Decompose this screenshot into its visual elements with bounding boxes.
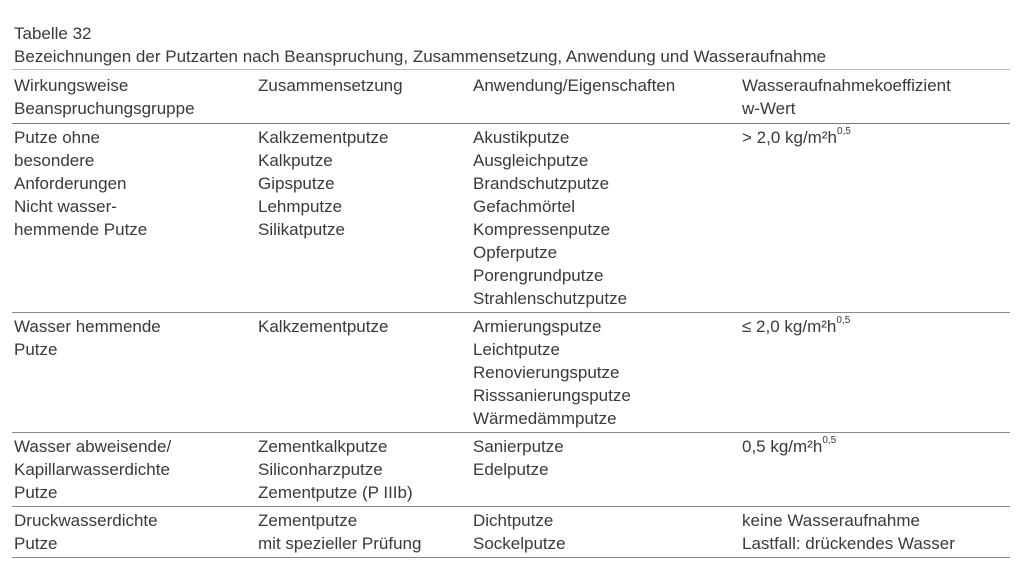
table-row [12, 507, 1010, 558]
cell-composition-line: Kalkzementputze [258, 128, 389, 147]
cell-composition-line: Zementputze [258, 511, 358, 530]
cell-composition-line: Lehmputze [258, 197, 343, 216]
w-value-text [742, 126, 1010, 149]
plaster-types-table [12, 69, 1010, 558]
cell-application-line: Sanierputze [473, 437, 564, 456]
cell-application-line: Akustikputze [473, 128, 570, 147]
header-w-value [740, 70, 1010, 124]
cell-group-line: Anforderungen [14, 174, 127, 193]
cell-application-line: Edelputze [473, 460, 549, 479]
cell-composition [256, 313, 471, 433]
cell-application-line: Risssanierungsputze [473, 386, 631, 405]
w-value-base: > 2,0 kg/m²h [742, 128, 837, 147]
table-row [12, 313, 1010, 433]
cell-w-value [740, 433, 1010, 507]
w-value-exponent: 0,5 [822, 435, 837, 447]
cell-application-line: Wärmedämmputze [473, 409, 617, 428]
header-group-line-1: Wirkungsweise [14, 76, 129, 95]
cell-composition-line: mit spezieller Prüfung [258, 534, 422, 553]
header-application-line-1: Anwendung/Eigenschaften [473, 76, 676, 95]
cell-group-line: Wasser abweisende/ [14, 437, 172, 456]
header-w-value-line-2: w-Wert [742, 99, 796, 118]
cell-group-line: Druckwasserdichte [14, 511, 158, 530]
cell-composition [256, 433, 471, 507]
header-w-value-line-1: Wasseraufnahmekoeffizient [742, 76, 951, 95]
w-value-exponent: 0,5 [836, 315, 851, 327]
cell-group [12, 433, 256, 507]
cell-composition [256, 124, 471, 313]
table-body [12, 124, 1010, 558]
cell-application-line: Gefachmörtel [473, 197, 576, 216]
table-number: Tabelle 32 [14, 24, 92, 43]
cell-application [471, 433, 740, 507]
cell-group-line: Putze ohne [14, 128, 101, 147]
cell-application [471, 507, 740, 558]
cell-composition-line: Gipsputze [258, 174, 335, 193]
table-header [12, 70, 1010, 124]
table-row [12, 124, 1010, 313]
header-composition-line-1: Zusammensetzung [258, 76, 403, 95]
cell-composition-line: Siliconharzputze [258, 460, 383, 479]
cell-composition-line: Kalkputze [258, 151, 333, 170]
header-application [471, 70, 740, 124]
cell-w-value-line: Lastfall: drückendes Wasser [742, 534, 955, 553]
cell-w-value [740, 124, 1010, 313]
cell-application-line: Leichtputze [473, 340, 560, 359]
header-composition [256, 70, 471, 124]
cell-application-line: Opferputze [473, 243, 558, 262]
cell-application-line: Ausgleichputze [473, 151, 589, 170]
header-group-line-2: Beanspruchungsgruppe [14, 99, 195, 118]
cell-w-value-line: keine Wasseraufnahme [742, 511, 920, 530]
cell-w-value [740, 507, 1010, 558]
cell-application-line: Porengrundputze [473, 266, 604, 285]
w-value-base: ≤ 2,0 kg/m²h [742, 317, 837, 336]
w-value-text [742, 435, 1010, 458]
header-row [12, 70, 1010, 124]
cell-group [12, 124, 256, 313]
cell-group-line: Kapillarwasserdichte [14, 460, 170, 479]
table-row [12, 433, 1010, 507]
cell-application-line: Renovierungsputze [473, 363, 620, 382]
cell-composition [256, 507, 471, 558]
cell-application-line: Strahlenschutzputze [473, 289, 628, 308]
cell-group-line: Nicht wasser- [14, 197, 117, 216]
cell-application-line: Dichtputze [473, 511, 554, 530]
cell-application [471, 313, 740, 433]
w-value-exponent: 0,5 [836, 126, 851, 138]
cell-application-line: Sockelputze [473, 534, 566, 553]
cell-group-line: Putze [14, 483, 58, 502]
table-title: Bezeichnungen der Putzarten nach Beanspruchung, Zusammensetzung, Anwendung und Wasseraufnahme [14, 47, 827, 66]
cell-group-line: besondere [14, 151, 95, 170]
cell-group-line: hemmende Putze [14, 220, 148, 239]
cell-composition-line: Silikatputze [258, 220, 345, 239]
cell-group [12, 313, 256, 433]
cell-composition-line: Zementkalkputze [258, 437, 388, 456]
cell-group-line: Wasser hemmende [14, 317, 161, 336]
cell-application-line: Brandschutzputze [473, 174, 610, 193]
table-caption [14, 22, 826, 68]
cell-composition-line: Kalkzementputze [258, 317, 389, 336]
cell-group [12, 507, 256, 558]
w-value-base: 0,5 kg/m²h [742, 437, 823, 456]
cell-w-value [740, 313, 1010, 433]
cell-application [471, 124, 740, 313]
w-value-text [742, 315, 1010, 338]
cell-composition-line: Zementputze (P IIIb) [258, 483, 413, 502]
cell-application-line: Kompressenputze [473, 220, 611, 239]
cell-group-line: Putze [14, 534, 58, 553]
header-group [12, 70, 256, 124]
cell-group-line: Putze [14, 340, 58, 359]
cell-application-line: Armierungsputze [473, 317, 602, 336]
